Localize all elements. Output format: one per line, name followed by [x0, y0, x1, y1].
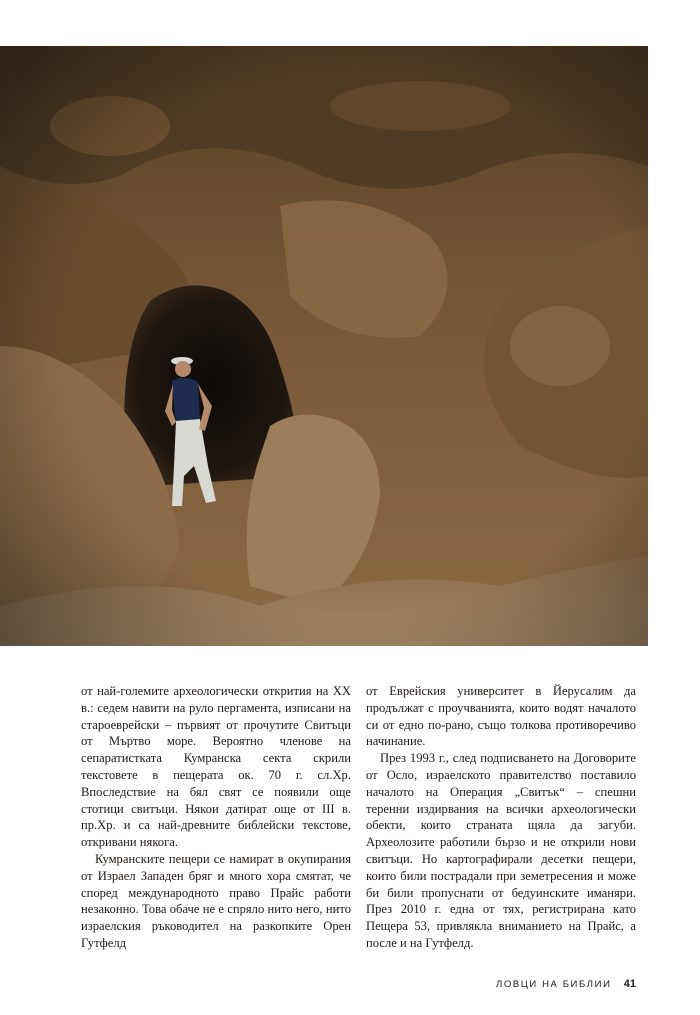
page-number: 41 [623, 978, 636, 990]
article-left-column [81, 683, 351, 952]
paragraph: Кумранските пещери се намират в окупирания от Израел Западен бряг и много хора смятат, че според международното право Прайс работи незаконно. Това обаче не е спряло нито него, нито израелския ръководител на разкопките Орен Гутфелд [81, 851, 351, 950]
paragraph: от Еврейския университет в Йерусалим да продължат с проучванията, които водят началото си от едно по-рано, също толкова противоречиво начинание. [366, 684, 636, 749]
running-title: ЛОВЦИ НА БИБЛИИ [496, 979, 612, 990]
cave-photograph [0, 46, 648, 646]
paragraph: През 1993 г., след подписването на Договорите от Осло, израелското правителство поставило началото на Операция „Свитък“ – спешни теренни издирвания на всички археологически обекти, които страната щяла да загуби. Археолозите работили бързо и не открили нови свитъци. Но картографирали десетки пещери, които били пострадали при земетресения и може би били пропуснати от бедуинските иманяри. През 2010 г. една от тях, регистрирана като Пещера 53, привлякла вниманието на Прайс, а после и на Гутфелд. [366, 751, 636, 950]
page-footer [496, 978, 636, 990]
article-right-column [366, 683, 636, 952]
paragraph: от най-големите археологически открития на XX в.: седем навити на руло пергамента, изписани на староеврейски – първият от прочутите Свитъци от Мъртво море. Вероятно членове на сепаратистката Кумранска секта скрили текстовете в пещерата ок. 70 г. сл.Хр. Впоследствие на бял свят се появили още стотици свитъци. Някои датират още от III в. пр.Хр. и са най-древните библейски текстове, откривани някога. [81, 684, 351, 850]
